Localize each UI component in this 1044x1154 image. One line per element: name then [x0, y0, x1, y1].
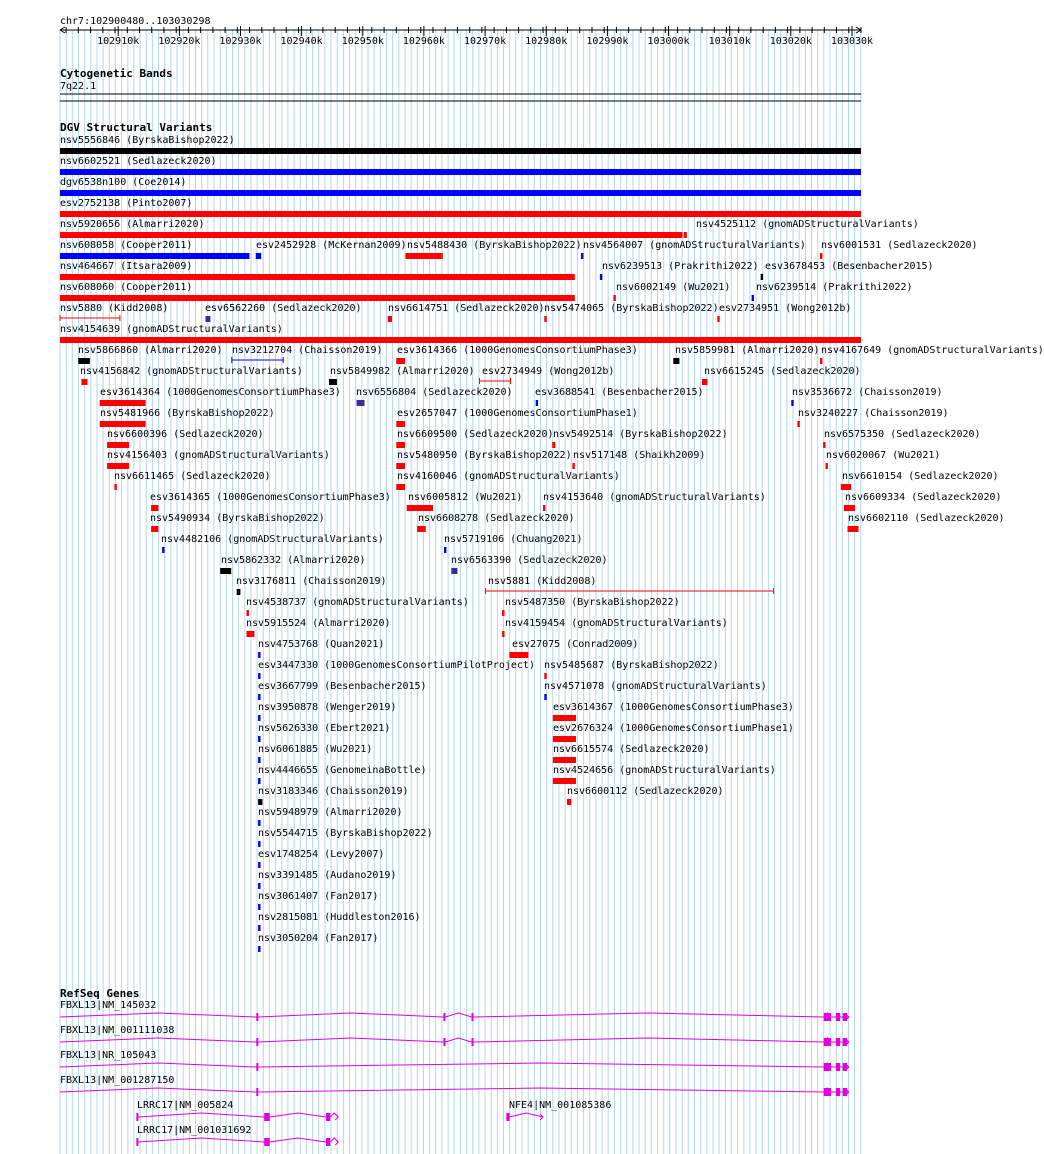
- gene-exon[interactable]: [443, 1038, 445, 1046]
- variant-bar[interactable]: [100, 421, 146, 427]
- variant-label[interactable]: nsv5859981 (Almarri2020): [675, 345, 820, 356]
- variant-label[interactable]: esv6562260 (Sedlazeck2020): [205, 303, 362, 314]
- variant-bar[interactable]: [60, 274, 575, 280]
- variant-bar[interactable]: [673, 358, 679, 364]
- gene-exon[interactable]: [824, 1088, 831, 1096]
- variant-label[interactable]: nsv6061885 (Wu2021): [258, 744, 373, 755]
- gene-exon[interactable]: [472, 1038, 474, 1046]
- variant-label[interactable]: nsv5881 (Kidd2008): [488, 576, 597, 587]
- variant-label[interactable]: esv3688541 (Besenbacher2015): [535, 387, 704, 398]
- variant-label[interactable]: esv1748254 (Levy2007): [258, 849, 385, 860]
- variant-label[interactable]: nsv3183346 (Chaisson2019): [258, 786, 409, 797]
- variant-label[interactable]: nsv5556846 (ByrskaBishop2022): [60, 135, 235, 146]
- variant-bar[interactable]: [329, 379, 337, 385]
- gene-intron-line: [136, 1113, 338, 1117]
- variant-bar[interactable]: [848, 526, 859, 532]
- variant-label[interactable]: nsv4538737 (gnomADStructuralVariants): [246, 597, 469, 608]
- variant-label[interactable]: esv2734949 (Wong2012b): [482, 366, 615, 377]
- variant-bar[interactable]: [820, 253, 822, 259]
- gene-exon[interactable]: [836, 1013, 840, 1021]
- gene-label[interactable]: NFE4|NM_001085386: [509, 1100, 612, 1111]
- variant-bar[interactable]: [600, 274, 602, 280]
- variant-bar[interactable]: [258, 841, 260, 847]
- variant-label[interactable]: nsv2815081 (Huddleston2016): [258, 912, 421, 923]
- gene-exon[interactable]: [264, 1138, 270, 1146]
- variant-label[interactable]: nsv5485687 (ByrskaBishop2022): [544, 660, 719, 671]
- variant-label[interactable]: nsv6610154 (Sedlazeck2020): [842, 471, 999, 482]
- gene-exon[interactable]: [256, 1088, 258, 1096]
- gene-exon[interactable]: [326, 1113, 330, 1121]
- variant-bar[interactable]: [114, 484, 116, 490]
- variant-label[interactable]: nsv4482106 (gnomADStructuralVariants): [161, 534, 384, 545]
- variant-label[interactable]: esv2657047 (1000GenomesConsortiumPhase1): [397, 408, 638, 419]
- variant-bar[interactable]: [258, 778, 260, 784]
- variant-bar[interactable]: [258, 694, 260, 700]
- variant-label[interactable]: nsv464667 (Itsara2009): [60, 261, 193, 272]
- variant-label[interactable]: nsv5719106 (Chuang2021): [444, 534, 583, 545]
- variant-label[interactable]: nsv4156842 (gnomADStructuralVariants): [80, 366, 303, 377]
- variant-label[interactable]: nsv4167649 (gnomADStructuralVariants): [821, 345, 1044, 356]
- cyto-title: Cytogenetic Bands: [60, 67, 173, 80]
- variant-label[interactable]: esv3667799 (Besenbacher2015): [258, 681, 427, 692]
- variant-label[interactable]: nsv4156403 (gnomADStructuralVariants): [107, 450, 330, 461]
- variant-label[interactable]: esv2734951 (Wong2012b): [719, 303, 852, 314]
- gene-exon[interactable]: [836, 1088, 840, 1096]
- variant-label[interactable]: nsv4571078 (gnomADStructuralVariants): [544, 681, 767, 692]
- variant-bar[interactable]: [60, 211, 861, 217]
- ruler-tick-label: 103030k: [830, 36, 874, 47]
- variant-label[interactable]: nsv5880 (Kidd2008): [60, 303, 169, 314]
- variant-bar[interactable]: [544, 694, 546, 700]
- variant-bar[interactable]: [100, 400, 146, 406]
- variant-bar[interactable]: [256, 253, 262, 259]
- gene-exon[interactable]: [443, 1013, 445, 1021]
- variant-bar[interactable]: [396, 484, 405, 490]
- variant-label[interactable]: nsv4564007 (gnomADStructuralVariants): [583, 240, 806, 251]
- variant-bar[interactable]: [543, 505, 545, 511]
- variant-bar[interactable]: [258, 946, 260, 952]
- variant-bar[interactable]: [258, 715, 260, 721]
- variant-label[interactable]: esv3614367 (1000GenomesConsortiumPhase3): [553, 702, 794, 713]
- ruler-tick-label: 102960k: [402, 36, 445, 47]
- variant-bar[interactable]: [844, 505, 855, 511]
- variant-bar[interactable]: [60, 337, 861, 343]
- gene-exon[interactable]: [824, 1013, 831, 1021]
- variant-bar[interactable]: [78, 358, 90, 364]
- variant-label[interactable]: nsv3950878 (Wenger2019): [258, 702, 397, 713]
- gene-label[interactable]: LRRC17|NM_001031692: [137, 1125, 252, 1136]
- variant-bar[interactable]: [552, 442, 555, 448]
- variant-bar[interactable]: [247, 631, 255, 637]
- variant-bar[interactable]: [258, 820, 260, 826]
- variant-label[interactable]: nsv5488430 (ByrskaBishop2022): [407, 240, 582, 251]
- variant-bar[interactable]: [258, 757, 260, 763]
- variant-bar[interactable]: [791, 400, 793, 406]
- variant-bar[interactable]: [258, 652, 260, 658]
- variant-bar[interactable]: [220, 568, 231, 574]
- variant-label[interactable]: esv2676324 (1000GenomesConsortiumPhase1): [553, 723, 794, 734]
- strand-arrow-icon: [335, 1139, 338, 1145]
- variant-label[interactable]: nsv6002149 (Wu2021): [616, 282, 731, 293]
- cyto-band-label: 7q22.1: [60, 81, 97, 92]
- gene-exon[interactable]: [824, 1063, 831, 1071]
- variant-label[interactable]: nsv3212704 (Chaisson2019): [232, 345, 383, 356]
- variant-label[interactable]: nsv5490934 (ByrskaBishop2022): [150, 513, 325, 524]
- variant-label[interactable]: nsv6239514 (Prakrithi2022): [756, 282, 913, 293]
- variant-bar[interactable]: [444, 547, 446, 553]
- gene-intron-line: [136, 1138, 338, 1142]
- gene-label[interactable]: FBXL13|NR_105043: [60, 1050, 157, 1061]
- variant-bar[interactable]: [258, 736, 260, 742]
- variant-bar[interactable]: [797, 421, 799, 427]
- variant-bar[interactable]: [107, 442, 129, 448]
- variant-bar[interactable]: [702, 379, 708, 385]
- gene-exon[interactable]: [506, 1113, 509, 1121]
- variant-bar[interactable]: [544, 316, 546, 322]
- variant-label[interactable]: nsv6615245 (Sedlazeck2020): [704, 366, 861, 377]
- variant-bar[interactable]: [396, 442, 405, 448]
- variant-label[interactable]: nsv5474065 (ByrskaBishop2022): [544, 303, 719, 314]
- variant-bar[interactable]: [396, 358, 405, 364]
- variant-label[interactable]: nsv608058 (Cooper2011): [60, 240, 193, 251]
- gene-exon[interactable]: [136, 1138, 138, 1146]
- variant-bar[interactable]: [544, 673, 546, 679]
- refseq-title: RefSeq Genes: [60, 987, 140, 1000]
- variant-bar[interactable]: [761, 274, 763, 280]
- variant-label[interactable]: nsv4525112 (gnomADStructuralVariants): [696, 219, 919, 230]
- variant-label[interactable]: nsv4159454 (gnomADStructuralVariants): [505, 618, 728, 629]
- variant-bar[interactable]: [823, 442, 825, 448]
- ruler-tick-label: 102970k: [464, 36, 507, 47]
- variant-bar[interactable]: [841, 484, 851, 490]
- variant-bar[interactable]: [258, 925, 260, 931]
- gene-label[interactable]: LRRC17|NM_005824: [137, 1100, 234, 1111]
- variant-bar[interactable]: [206, 316, 211, 322]
- ruler-tick-label: 102990k: [586, 36, 629, 47]
- variant-bar[interactable]: [684, 232, 687, 238]
- variant-bar[interactable]: [60, 232, 683, 238]
- variant-label[interactable]: nsv3536672 (Chaisson2019): [792, 387, 943, 398]
- ruler-tick-label: 102910k: [97, 36, 140, 47]
- variant-label[interactable]: nsv3061407 (Fan2017): [258, 891, 379, 902]
- variant-bar[interactable]: [357, 400, 365, 406]
- variant-bar[interactable]: [237, 589, 241, 595]
- variant-label[interactable]: nsv3240227 (Chaisson2019): [798, 408, 949, 419]
- variant-bar[interactable]: [502, 610, 504, 616]
- variant-label[interactable]: esv3447330 (1000GenomesConsortiumPilotProject): [258, 660, 535, 671]
- gene-exon[interactable]: [472, 1013, 474, 1021]
- variant-label[interactable]: nsv5481966 (ByrskaBishop2022): [100, 408, 275, 419]
- variant-bar[interactable]: [60, 148, 861, 154]
- variant-label[interactable]: nsv4524656 (gnomADStructuralVariants): [553, 765, 776, 776]
- gene-exon[interactable]: [256, 1063, 258, 1071]
- variant-label[interactable]: nsv5948979 (Almarri2020): [258, 807, 403, 818]
- variant-label[interactable]: nsv3050204 (Fan2017): [258, 933, 379, 944]
- variant-label[interactable]: nsv5544715 (ByrskaBishop2022): [258, 828, 433, 839]
- gene-exon[interactable]: [836, 1063, 840, 1071]
- variant-bar[interactable]: [451, 568, 457, 574]
- variant-bar[interactable]: [60, 169, 861, 175]
- variant-label[interactable]: nsv6001531 (Sedlazeck2020): [821, 240, 978, 251]
- variant-label[interactable]: nsv4753768 (Quan2021): [258, 639, 385, 650]
- gene-label[interactable]: FBXL13|NM_145032: [60, 1000, 157, 1011]
- variant-bar[interactable]: [258, 862, 260, 868]
- variant-label[interactable]: esv3614365 (1000GenomesConsortiumPhase3): [150, 492, 391, 503]
- variant-bar[interactable]: [60, 190, 861, 196]
- gene-exon[interactable]: [836, 1038, 840, 1046]
- ruler-tick-label: 102950k: [341, 36, 384, 47]
- variant-bar[interactable]: [820, 358, 822, 364]
- gene-intron-line: [60, 1088, 849, 1092]
- variant-label[interactable]: nsv5626330 (Ebert2021): [258, 723, 391, 734]
- variant-bar[interactable]: [258, 883, 260, 889]
- variant-label[interactable]: nsv4153640 (gnomADStructuralVariants): [543, 492, 766, 503]
- variant-bar[interactable]: [406, 253, 443, 259]
- variant-label[interactable]: nsv5480950 (ByrskaBishop2022): [397, 450, 572, 461]
- variant-bar[interactable]: [417, 526, 426, 532]
- variant-bar[interactable]: [717, 316, 719, 322]
- variant-label[interactable]: nsv4160046 (gnomADStructuralVariants): [397, 471, 620, 482]
- variant-label[interactable]: nsv6005812 (Wu2021): [408, 492, 523, 503]
- variant-label[interactable]: nsv6575350 (Sedlazeck2020): [824, 429, 981, 440]
- variant-bar[interactable]: [258, 904, 260, 910]
- ruler-tick-label: 102930k: [219, 36, 262, 47]
- variant-label[interactable]: nsv517148 (Shaikh2009): [573, 450, 706, 461]
- variant-bar[interactable]: [60, 295, 575, 301]
- variant-label[interactable]: nsv5487350 (ByrskaBishop2022): [505, 597, 680, 608]
- variant-label[interactable]: nsv6600112 (Sedlazeck2020): [567, 786, 724, 797]
- variant-bar[interactable]: [509, 652, 528, 658]
- variant-label[interactable]: nsv608060 (Cooper2011): [60, 282, 193, 293]
- variant-label[interactable]: esv2752138 (Pinto2007): [60, 198, 193, 209]
- variant-bar[interactable]: [388, 316, 392, 322]
- variant-label[interactable]: dgv6538n100 (Coe2014): [60, 177, 187, 188]
- gene-exon[interactable]: [136, 1113, 138, 1121]
- variant-bar[interactable]: [572, 463, 574, 469]
- gene-exon[interactable]: [264, 1113, 270, 1121]
- ruler-tick-label: 103020k: [769, 36, 812, 47]
- variant-bar[interactable]: [258, 799, 262, 805]
- strand-arrow-icon: [335, 1114, 338, 1120]
- variant-label[interactable]: nsv5866860 (Almarri2020): [78, 345, 223, 356]
- variant-label[interactable]: nsv6615574 (Sedlazeck2020): [553, 744, 710, 755]
- variant-bar[interactable]: [81, 379, 87, 385]
- variant-bar[interactable]: [60, 253, 250, 259]
- variant-label[interactable]: nsv4446655 (GenomeinaBottle): [258, 765, 427, 776]
- variant-bar[interactable]: [553, 736, 576, 742]
- variant-label[interactable]: esv3614366 (1000GenomesConsortiumPhase3): [397, 345, 638, 356]
- variant-label[interactable]: nsv6602110 (Sedlazeck2020): [848, 513, 1005, 524]
- variant-bar[interactable]: [396, 421, 405, 427]
- variant-bar[interactable]: [162, 547, 164, 553]
- gene-intron-line: [506, 1113, 543, 1117]
- ruler-tick-label: 102920k: [158, 36, 201, 47]
- variant-label[interactable]: nsv4154639 (gnomADStructuralVariants): [60, 324, 283, 335]
- variant-label[interactable]: nsv5492514 (ByrskaBishop2022): [553, 429, 728, 440]
- dgv-title: DGV Structural Variants: [60, 121, 213, 134]
- variant-label[interactable]: nsv6600396 (Sedlazeck2020): [107, 429, 264, 440]
- variant-label[interactable]: nsv6563390 (Sedlazeck2020): [451, 555, 608, 566]
- variant-label[interactable]: nsv6020067 (Wu2021): [826, 450, 941, 461]
- variant-bar[interactable]: [613, 295, 615, 301]
- gene-intron-line: [60, 1013, 849, 1017]
- variant-bar[interactable]: [502, 631, 504, 637]
- variant-bar[interactable]: [258, 673, 260, 679]
- ruler: [60, 26, 873, 47]
- variant-label[interactable]: nsv6611465 (Sedlazeck2020): [114, 471, 271, 482]
- variant-label[interactable]: nsv3176811 (Chaisson2019): [236, 576, 387, 587]
- variant-label[interactable]: nsv6608278 (Sedlazeck2020): [418, 513, 575, 524]
- variant-label[interactable]: nsv5849982 (Almarri2020): [330, 366, 475, 377]
- variant-bar[interactable]: [247, 610, 249, 616]
- variant-bar[interactable]: [752, 295, 754, 301]
- variant-label[interactable]: esv2452928 (McKernan2009): [256, 240, 407, 251]
- variant-bar[interactable]: [536, 400, 538, 406]
- variant-bar[interactable]: [553, 778, 576, 784]
- variant-bar[interactable]: [107, 463, 129, 469]
- variant-label[interactable]: esv3614364 (1000GenomesConsortiumPhase3): [100, 387, 341, 398]
- ruler-tick-label: 103010k: [708, 36, 751, 47]
- variant-label[interactable]: nsv6556804 (Sedlazeck2020): [356, 387, 513, 398]
- gene-exon[interactable]: [326, 1138, 330, 1146]
- variant-label[interactable]: nsv5920656 (Almarri2020): [60, 219, 205, 230]
- variant-bar[interactable]: [567, 799, 571, 805]
- variant-bar[interactable]: [396, 463, 405, 469]
- gene-exon[interactable]: [256, 1038, 258, 1046]
- gene-label[interactable]: FBXL13|NM_001287150: [60, 1075, 175, 1086]
- variant-bar[interactable]: [151, 526, 158, 532]
- variant-bar[interactable]: [581, 253, 583, 259]
- gene-exon[interactable]: [256, 1013, 258, 1021]
- gene-intron-line: [60, 1038, 849, 1042]
- variant-label[interactable]: nsv6609334 (Sedlazeck2020): [845, 492, 1002, 503]
- region-label: chr7:102900480..103030298: [60, 16, 211, 27]
- variant-label[interactable]: nsv5915524 (Almarri2020): [246, 618, 391, 629]
- variant-bar[interactable]: [151, 505, 158, 511]
- ruler-tick-label: 102940k: [280, 36, 323, 47]
- gene-label[interactable]: FBXL13|NM_001111038: [60, 1025, 175, 1036]
- variant-bar[interactable]: [826, 463, 828, 469]
- variant-label[interactable]: nsv3391485 (Audano2019): [258, 870, 397, 881]
- variant-label[interactable]: nsv6614751 (Sedlazeck2020): [388, 303, 545, 314]
- variant-label[interactable]: nsv6239513 (Prakrithi2022): [602, 261, 759, 272]
- variant-bar[interactable]: [553, 757, 576, 763]
- ruler-tick-label: 103000k: [647, 36, 690, 47]
- variant-label[interactable]: nsv6609500 (Sedlazeck2020): [397, 429, 554, 440]
- variant-label[interactable]: nsv6602521 (Sedlazeck2020): [60, 156, 217, 167]
- variant-bar[interactable]: [553, 715, 576, 721]
- variant-label[interactable]: esv27075 (Conrad2009): [512, 639, 639, 650]
- variant-bar[interactable]: [407, 505, 433, 511]
- variant-label[interactable]: nsv5862332 (Almarri2020): [221, 555, 366, 566]
- gene-exon[interactable]: [824, 1038, 831, 1046]
- variant-label[interactable]: esv3678453 (Besenbacher2015): [765, 261, 934, 272]
- gene-intron-line: [60, 1063, 849, 1067]
- ruler-tick-label: 102980k: [525, 36, 568, 47]
